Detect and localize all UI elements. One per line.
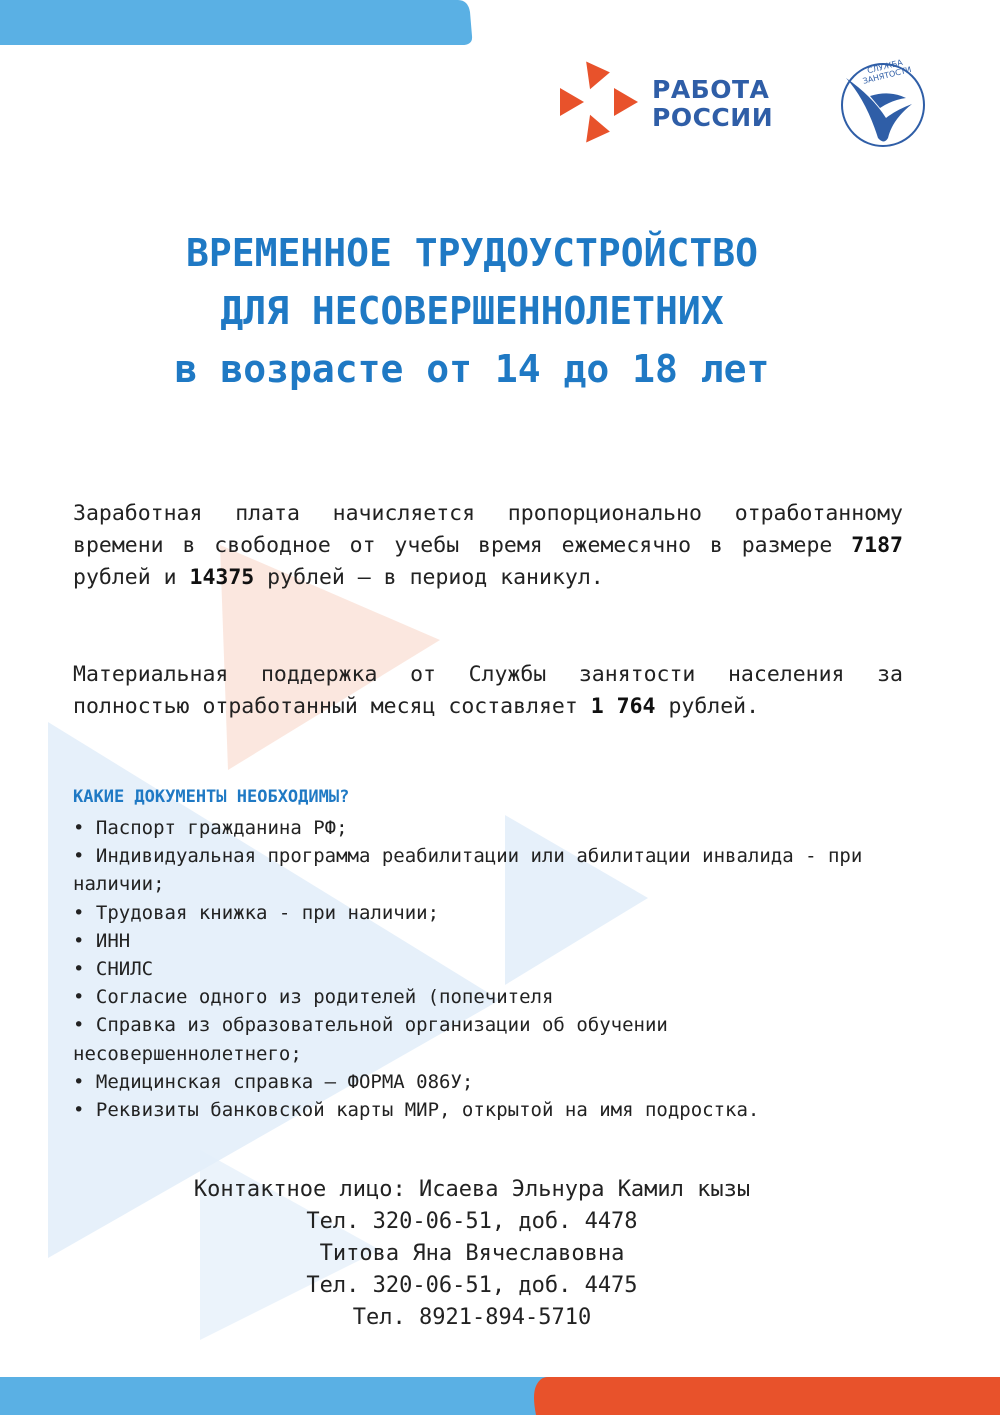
rabota-rossii-logo-icon bbox=[560, 58, 638, 145]
title-line-2: ДЛЯ НЕСОВЕРШЕННОЛЕТНИХ bbox=[220, 289, 724, 333]
contact-person-1: Контактное лицо: Исаева Эльнура Камил кызы bbox=[193, 1177, 751, 1202]
contact-phone-2: Тел. 320-06-51, доб. 4475 bbox=[306, 1273, 638, 1298]
logo-text-line1: РАБОТА bbox=[652, 75, 770, 104]
contact-phone-3: Тел. 8921-894-5710 bbox=[352, 1305, 592, 1330]
salary-amount-2: 14375 bbox=[189, 565, 255, 590]
contact-phone-1: Тел. 320-06-51, доб. 4478 bbox=[306, 1209, 638, 1234]
logo-text-line2: РОССИИ bbox=[652, 103, 774, 132]
support-amount: 1 764 bbox=[590, 694, 656, 719]
list-item: • СНИЛС bbox=[73, 958, 154, 981]
contact-person-2: Титова Яна Вячеславовна bbox=[319, 1241, 625, 1266]
list-item: • Медицинская справка – ФОРМА 086У; bbox=[73, 1070, 474, 1093]
support-text-1: Материальная поддержка от Службы занятости населения за полностью отработанный месяц составляет bbox=[73, 662, 903, 719]
support-paragraph bbox=[73, 659, 903, 723]
list-item: • Согласие одного из родителей (попечителя bbox=[73, 986, 554, 1009]
salary-text-2: рублей и bbox=[73, 565, 190, 590]
bottom-band-orange bbox=[534, 1377, 1000, 1415]
bottom-band-blue bbox=[0, 1377, 580, 1415]
top-band bbox=[0, 0, 472, 45]
salary-text-1: Заработная плата начисляется пропорционально отработанному времени в свободное от учебы время ежемесячно в размере bbox=[73, 501, 903, 558]
salary-text-3: рублей – в период каникул. bbox=[254, 565, 604, 590]
salary-paragraph bbox=[73, 498, 903, 594]
emblem-caption: СЛУЖБА ЗАНЯТОСТИ bbox=[861, 57, 913, 86]
list-item: • Трудовая книжка - при наличии; bbox=[73, 901, 440, 924]
title-line-1: ВРЕМЕННОЕ ТРУДОУСТРОЙСТВО bbox=[186, 231, 758, 275]
support-text-2: рублей. bbox=[655, 694, 760, 719]
list-item: • Индивидуальная программа реабилитации или абилитации инвалида - при наличии; bbox=[73, 845, 863, 896]
documents-heading: КАКИЕ ДОКУМЕНТЫ НЕОБХОДИМЫ? bbox=[73, 787, 350, 807]
title-line-3: в возрасте от 14 до 18 лет bbox=[174, 347, 770, 391]
list-item: • Реквизиты банковской карты МИР, открытой на имя подростка. bbox=[73, 1099, 760, 1122]
documents-list bbox=[73, 814, 893, 1124]
list-item: • Справка из образовательной организации об обучении несовершеннолетнего; bbox=[73, 1014, 668, 1065]
salary-amount-1: 7187 bbox=[851, 533, 903, 558]
list-item: • ИНН bbox=[73, 929, 131, 952]
list-item: • Паспорт гражданина РФ; bbox=[73, 817, 348, 839]
